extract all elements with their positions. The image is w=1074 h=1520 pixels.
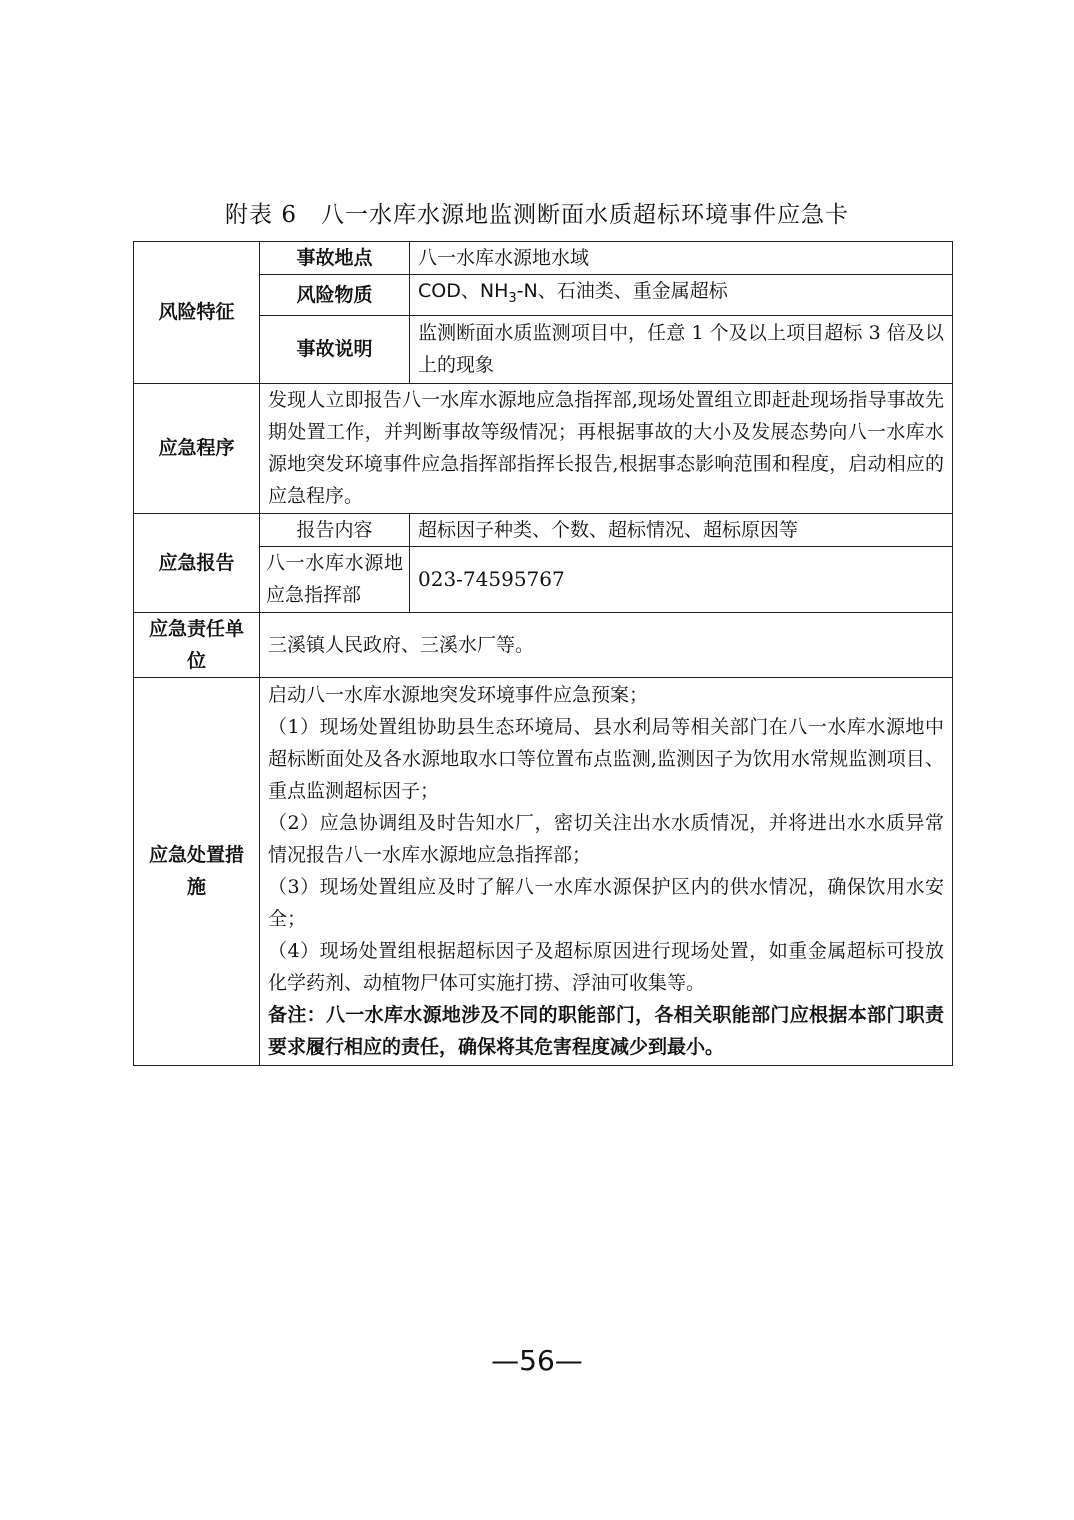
report-content-label: 报告内容 bbox=[260, 513, 410, 546]
command-phone: 023-74595767 bbox=[410, 546, 953, 612]
responsible-value: 三溪镇人民政府、三溪水厂等。 bbox=[260, 612, 953, 677]
measures-item-3: （3）现场处置组应及时了解八一水库水源保护区内的供水情况，确保饮用水安全； bbox=[268, 876, 944, 931]
measures-item-1: （1）现场处置组协助县生态环境局、县水利局等相关部门在八一水库水源地中超标断面处及各水源地取水口等位置布点监测,监测因子为饮用水常规监测项目、重点监测超标因子； bbox=[268, 716, 944, 803]
location-value: 八一水库水源地水域 bbox=[410, 242, 953, 275]
description-label: 事故说明 bbox=[260, 315, 410, 383]
substance-value: COD、$NH_3-N$、石油类、重金属超标 bbox=[410, 275, 953, 316]
command-label: 八一水库水源地应急指挥部 bbox=[260, 546, 410, 612]
report-category: 应急报告 bbox=[134, 513, 260, 612]
emergency-card-table bbox=[133, 241, 953, 1066]
responsible-category: 应急责任单位 bbox=[134, 612, 260, 677]
risk-category: 风险特征 bbox=[134, 242, 260, 384]
measures-item-2: （2）应急协调组及时告知水厂，密切关注出水水质情况，并将进出水水质异常情况报告八一水库水源地应急指挥部； bbox=[268, 812, 944, 867]
page-number: —56— bbox=[491, 1344, 583, 1377]
location-label: 事故地点 bbox=[260, 242, 410, 275]
description-value: 监测断面水质监测项目中，任意 1 个及以上项目超标 3 倍及以上的现象 bbox=[410, 315, 953, 383]
measures-intro: 启动八一水库水源地突发环境事件应急预案； bbox=[268, 684, 649, 707]
procedure-text: 发现人立即报告八一水库水源地应急指挥部,现场处置组立即赶赴现场指导事故先期处置工作，并判断事故等级情况；再根据事故的大小及发展态势向八一水库水源地突发环境事件应急指挥部指挥长报告,根据事态影响范围和程度，启动相应的应急程序。 bbox=[260, 383, 953, 513]
measures-note: 备注：八一水库水源地涉及不同的职能部门，各相关职能部门应根据本部门职责要求履行相应的责任，确保将其危害程度减少到最小。 bbox=[268, 1004, 944, 1059]
document-title: 附表 6 八一水库水源地监测断面水质超标环境事件应急卡 bbox=[225, 202, 849, 228]
report-content-value: 超标因子种类、个数、超标情况、超标原因等 bbox=[410, 513, 953, 546]
procedure-category: 应急程序 bbox=[134, 383, 260, 513]
measures-category: 应急处置措施 bbox=[134, 677, 260, 1065]
measures-item-4: （4）现场处置组根据超标因子及超标原因进行现场处置，如重金属超标可投放化学药剂、动植物尸体可实施打捞、浮油可收集等。 bbox=[268, 940, 944, 995]
substance-label: 风险物质 bbox=[260, 275, 410, 316]
measures-content bbox=[260, 677, 953, 1065]
